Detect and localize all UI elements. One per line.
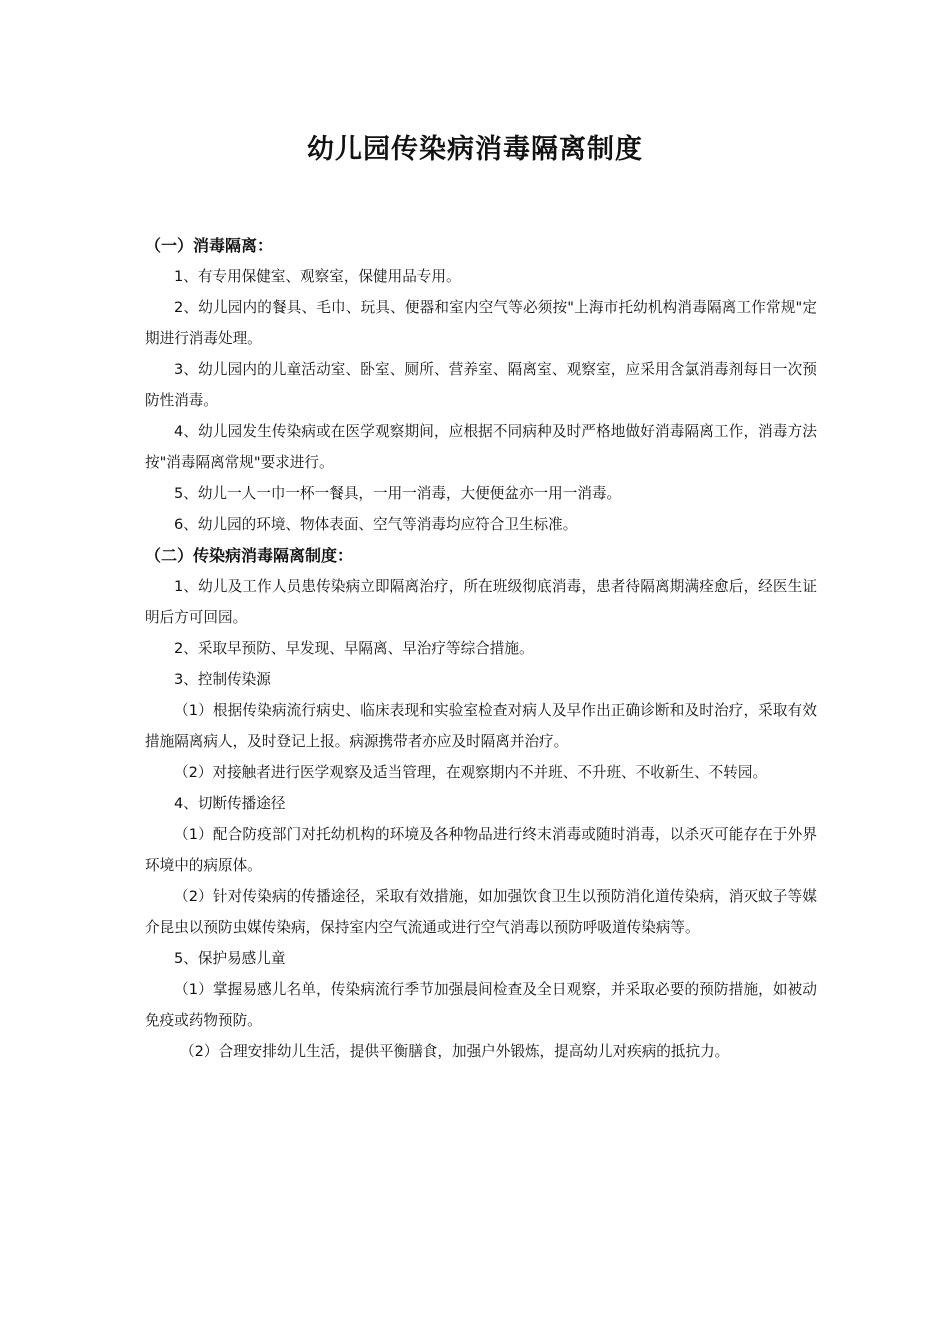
paragraph: 1、幼儿及工作人员患传染病立即隔离治疗，所在班级彻底消毒，患者待隔离期满痊愈后，经医生证明后方可回园。	[145, 578, 817, 626]
paragraph: （2）针对传染病的传播途径，采取有效措施，如加强饮食卫生以预防消化道传染病，消灭蚊子等媒介昆虫以预防虫媒传染病，保持室内空气流通或进行空气消毒以预防呼吸道传染病等。	[145, 888, 817, 936]
paragraph: 2、采取早预防、早发现、早隔离、早治疗等综合措施。	[174, 640, 534, 657]
document-body	[145, 230, 817, 1067]
paragraph: 5、幼儿一人一巾一杯一餐具，一用一消毒，大便便盆亦一用一消毒。	[174, 485, 622, 502]
paragraph: 2、幼儿园内的餐具、毛巾、玩具、便器和室内空气等必须按"上海市托幼机构消毒隔离工作常规"定期进行消毒处理。	[145, 299, 817, 347]
paragraph: 4、切断传播途径	[174, 795, 286, 812]
paragraph: 4、幼儿园发生传染病或在医学观察期间，应根据不同病种及时严格地做好消毒隔离工作，消毒方法按"消毒隔离常规"要求进行。	[145, 423, 817, 471]
paragraph: （1）掌握易感儿名单，传染病流行季节加强晨间检查及全日观察，并采取必要的预防措施，如被动免疫或药物预防。	[145, 981, 817, 1029]
paragraph: 1、有专用保健室、观察室，保健用品专用。	[174, 268, 461, 285]
section-heading-disinfection: （一）消毒隔离：	[145, 236, 274, 255]
paragraph: （2）对接触者进行医学观察及适当管理，在观察期内不并班、不升班、不收新生、不转园。	[174, 764, 768, 781]
section-heading-infectious-disease: （二）传染病消毒隔离制度：	[145, 546, 354, 565]
document-title: 幼儿园传染病消毒隔离制度	[307, 134, 643, 165]
paragraph: 3、控制传染源	[174, 671, 271, 688]
paragraph: （1）根据传染病流行病史、临床表现和实验室检查对病人及早作出正确诊断和及时治疗，采取有效措施隔离病人，及时登记上报。病源携带者亦应及时隔离并治疗。	[145, 702, 817, 750]
paragraph: 5、保护易感儿童	[174, 950, 286, 967]
paragraph: （1）配合防疫部门对托幼机构的环境及各种物品进行终末消毒或随时消毒，以杀灭可能存在于外界环境中的病原体。	[145, 826, 817, 874]
paragraph: 3、幼儿园内的儿童活动室、卧室、厕所、营养室、隔离室、观察室，应采用含氯消毒剂每日一次预防性消毒。	[145, 361, 817, 409]
paragraph: 6、幼儿园的环境、物体表面、空气等消毒均应符合卫生标准。	[174, 516, 578, 533]
paragraph: （2）合理安排幼儿生活，提供平衡膳食，加强户外锻炼，提高幼儿对疾病的抵抗力。	[180, 1043, 730, 1060]
